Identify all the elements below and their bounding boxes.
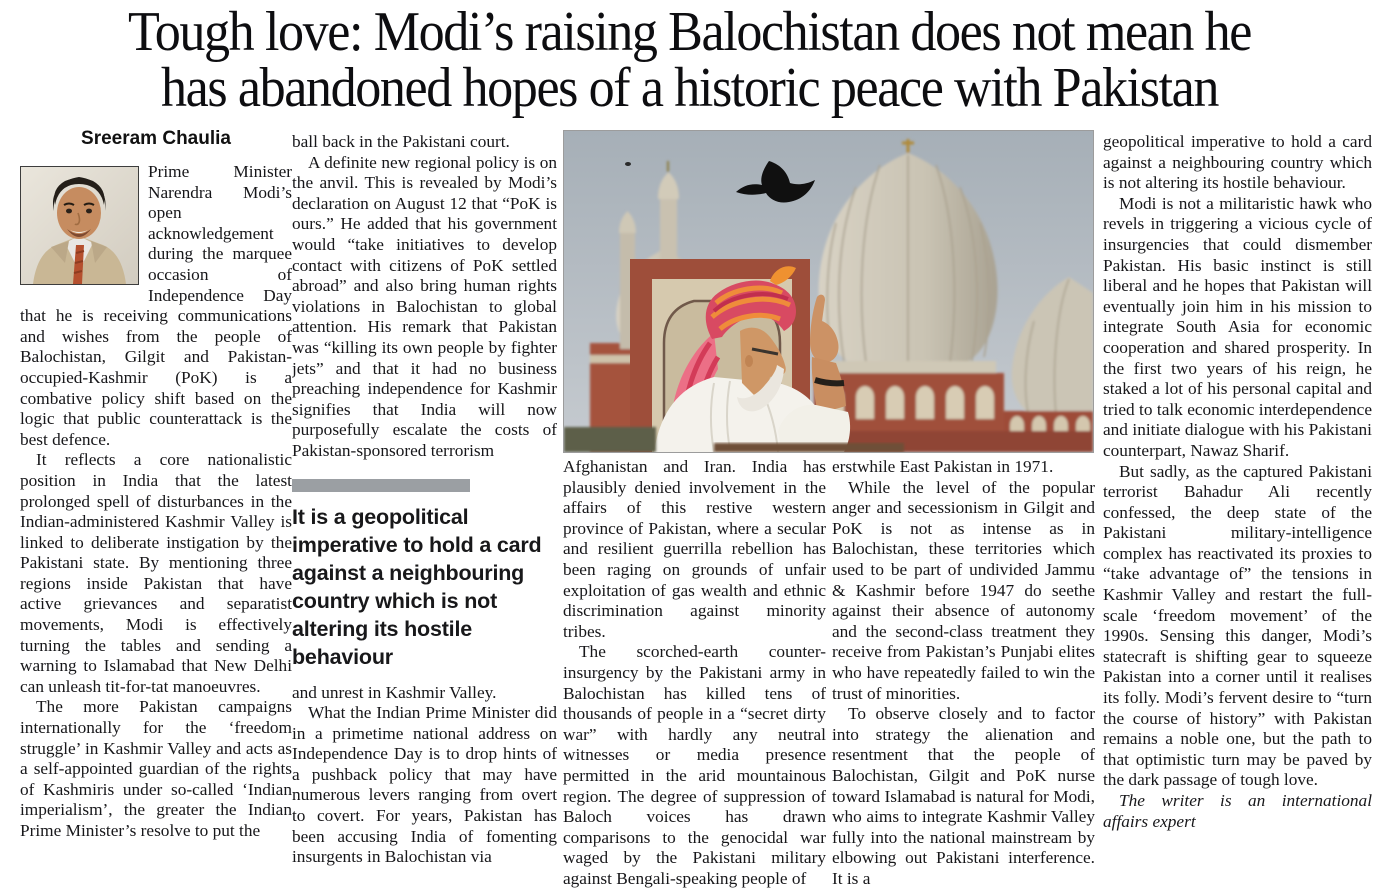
pull-quote-bar xyxy=(292,479,470,492)
paragraph: The scorched-earth counter-insurgency by the Pakistani army in Balochistan has killed tens of thousands of people in a “secret dirty war” with hardly any neutral witnesses or media presence permitted in the arid mountainous region. The degree of suppression of Baloch voices has drawn comparisons to the genocidal war waged by the Pakistani military against Bengali-speaking people of xyxy=(563,642,826,888)
column-5 xyxy=(1103,132,1372,888)
main-photo-illustration xyxy=(564,131,1093,452)
podium-edge xyxy=(714,443,904,452)
author-portrait xyxy=(20,166,139,285)
column-2 xyxy=(292,132,557,888)
foreground-foliage xyxy=(564,427,656,452)
paragraph: Modi is not a militaristic hawk who revels in triggering a vicious cycle of insurgencies that could dismember Pakistan. His basic instinct is still liberal and he hopes that Pakistan will eventually join him in his mission to integrate South Asia for economic cooperation and shared prosperity. In the first two years of his reign, he staked a lot of his personal capital and tried to talk economic interdependence and initiate dialogue with his Pakistani counterpart, Nawaz Sharif. xyxy=(1103,193,1372,460)
ear xyxy=(745,355,753,367)
dome-collar xyxy=(822,361,996,375)
author-signoff: The writer is an international affairs expert xyxy=(1103,791,1372,831)
right-eye xyxy=(86,209,92,214)
paragraph: While the level of the popular anger and secessionism in Gilgit and PoK is not as intense as in Balochistan, these territories which used to be part of undivided Jammu & Kashmir before 1947 do seethe against their absence of autonomy and the second-class treatment they receive from Pakistan’s Punjabi elites who have repeatedly failed to win the trust of minorities. xyxy=(832,477,1095,703)
column-4 xyxy=(832,457,1095,888)
headline-line-2: has abandoned hopes of a historic peace with Pakistan xyxy=(160,57,1219,119)
paragraph: It reflects a core nationalistic position in India that the latest prolonged spell of disturbances in the Indian-administered Kashmir Valley is linked to deliberate instigation by the Pakistani state. By mentioning three regions inside Pakistan that have active grievances and separatist movements, Modi is effectively turning the tables and sending a warning to Islamabad that New Delhi can unleash tit-for-tat manoeuvres. xyxy=(20,450,292,696)
paragraph: But sadly, as the captured Pakistani terrorist Bahadur Ali recently confessed, the deep state of the Pakistani military-intelligence complex has reactivated its proxies to “take advantage of” the tensions in Kashmir Valley and restart the full-scale ‘freedom movement’ of the 1990s. Sensing this danger, Modi’s statecraft is shifting gear to squeeze Pakistan into a corner until it realises its folly. Modi’s fervent desire to “turn the course of history” with Pakistan remains a noble one, but the path to that optimistic turn may be paved by the dark passage of tough love. xyxy=(1103,461,1372,790)
paragraph: To observe closely and to factor into strategy the alienation and resentment that the people of Balochistan, Gilgit and PoK nurse toward Islamabad is natural for Modi, who aims to integrate Kashmir Valley fully into the national mainstream by elbowing out Pakistani interference. It is a xyxy=(832,704,1095,888)
pull-quote-text: It is a geopolitical imperative to hold a card against a neighbouring country which is not altering its hostile behaviour xyxy=(292,504,542,669)
headline xyxy=(48,1,1330,119)
face xyxy=(57,187,101,239)
author-portrait-illustration xyxy=(21,167,138,284)
paragraph: A definite new regional policy is on the anvil. This is revealed by Modi’s declaration on August 12 that “PoK is ours.” He added that his government would “take initiatives to develop contact with citizens of PoK settled abroad” and also bring human rights violations in Balochistan to global attention. His remark that Pakistan was “killing its own people by fighter jets” and that it had no business preaching independence for Kashmir signifies that India will now purposefully escalate the costs of Pakistan-sponsored terrorism xyxy=(292,152,557,460)
paragraph: erstwhile East Pakistan in 1971. xyxy=(832,457,1054,476)
paragraph: Prime Minister Narendra Modi’s open acknowledgement during the marquee occasion of Independence Day that he is receiving communications and wishes from the people of Balochistan, Gilgit and Pakistan-occupied-Kashmir (PoK) is a combative policy shift based on the logic that public counterattack is the best defence. xyxy=(20,162,292,449)
byline: Sreeram Chaulia xyxy=(81,128,231,149)
headline-line-1: Tough love: Modi’s raising Balochistan does not mean he xyxy=(127,1,1252,63)
paragraph: and unrest in Kashmir Valley. xyxy=(292,682,497,702)
black-wrist-band xyxy=(815,380,844,383)
main-photo xyxy=(563,130,1094,453)
column-3 xyxy=(563,457,826,888)
paragraph: geopolitical imperative to hold a card against a neighbouring country which is not altering its hostile behaviour. xyxy=(1103,132,1372,193)
paragraph: ball back in the Pakistani court. xyxy=(292,132,510,151)
paragraph: Afghanistan and Iran. India has plausibly denied involvement in the affairs of this restive western province of Pakistan, where a secular and resilient guerrilla rebellion has been raging on grounds of unfair exploitation of gas wealth and ethnic discrimination against minority tribes. xyxy=(563,457,826,641)
column-1 xyxy=(20,128,292,888)
left-eye xyxy=(66,209,72,214)
pull-quote xyxy=(292,479,557,671)
distant-bird xyxy=(625,162,631,166)
paragraph: The more Pakistan campaigns internationally for the ‘freedom struggle’ in Kashmir Valley and acts as a self-appointed guardian of the rights of Kashmiris under so-called ‘Indian imperialism’, the greater the Indian Prime Minister’s resolve to put the xyxy=(20,697,292,840)
paragraph: What the Indian Prime Minister did in a primetime national address on Independence Day is to drop hints of a pushback policy that may have numerous levers ranging from overt to covert. For years, Pakistan has been accusing India of fomenting insurgents in Balochistan via xyxy=(292,703,557,867)
